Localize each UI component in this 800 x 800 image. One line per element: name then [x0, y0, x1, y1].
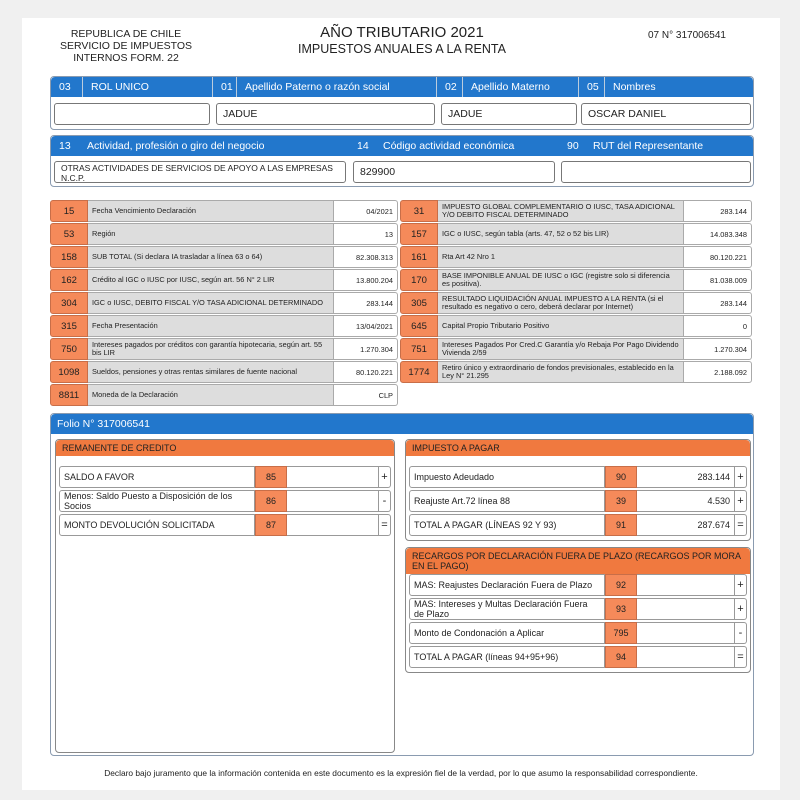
line-label: Monto de Condonación a Aplicar: [409, 622, 605, 644]
row-value: 81.038.009: [684, 269, 752, 291]
line-code: 85: [255, 466, 287, 488]
line-code: 87: [255, 514, 287, 536]
line-code: 39: [605, 490, 637, 512]
row-value: 80.120.221: [334, 361, 398, 383]
recargos-line: [409, 574, 747, 596]
operator-plus: +: [735, 598, 747, 620]
row-value: 14.083.348: [684, 223, 752, 245]
tax-form-page: [22, 18, 780, 790]
paterno-label: Apellido Paterno o razón social: [237, 77, 437, 97]
apellido-materno-field[interactable]: JADUE: [441, 103, 577, 125]
row-value: 2.188.092: [684, 361, 752, 383]
line-label: Impuesto Adeudado: [409, 466, 605, 488]
reajuste-field[interactable]: 4.530: [637, 490, 735, 512]
row-code: 162: [50, 269, 88, 291]
row-desc: Fecha Presentación: [88, 315, 334, 337]
row-code: 161: [400, 246, 438, 268]
line-label: MONTO DEVOLUCIÓN SOLICITADA: [59, 514, 255, 536]
line-code: 93: [605, 598, 637, 620]
row-desc: SUB TOTAL (Si declara IA trasladar a línea 63 o 64): [88, 246, 334, 268]
impuesto-line: [409, 514, 747, 536]
row-code: 15: [50, 200, 88, 222]
row-desc: IGC o IUSC, según tabla (arts. 47, 52 o 52 bis LIR): [438, 223, 684, 245]
intereses-multas-field[interactable]: [637, 598, 735, 620]
form-subtitle: IMPUESTOS ANUALES A LA RENTA: [298, 42, 506, 56]
issuer-line-2: SERVICIO DE IMPUESTOS: [59, 40, 193, 52]
table-row: [50, 384, 398, 406]
line-label: TOTAL A PAGAR (LÍNEAS 92 Y 93): [409, 514, 605, 536]
paterno-code: 01: [213, 77, 237, 97]
operator-equals: =: [735, 646, 747, 668]
remanente-line: [59, 490, 391, 512]
row-desc: IMPUESTO GLOBAL COMPLEMENTARIO O IUSC, TASA ADICIONAL Y/O DEBITO FISCAL DETERMINADO: [438, 200, 684, 222]
table-row: [50, 246, 398, 268]
monto-devolucion-field[interactable]: [287, 514, 379, 536]
row-code: 1098: [50, 361, 88, 383]
table-row: [400, 269, 752, 291]
line-code: 86: [255, 490, 287, 512]
recargos-section: [405, 547, 751, 673]
folio-title: Folio N° 317006541: [51, 414, 753, 434]
row-code: 305: [400, 292, 438, 314]
table-row: [400, 315, 752, 337]
issuer-block: [56, 28, 196, 64]
table-row: [400, 292, 752, 314]
row-value: 82.308.313: [334, 246, 398, 268]
line-code: 795: [605, 622, 637, 644]
row-value: 1.270.304: [684, 338, 752, 360]
folio-panel: [50, 413, 754, 756]
identity-header-bar: [51, 77, 753, 97]
row-desc: Retiro único y extraordinario de fondos previsionales, establecido en la Ley N° 21.295: [438, 361, 684, 383]
nombres-code: 05: [579, 77, 605, 97]
table-row: [50, 338, 398, 360]
table-row: [400, 200, 752, 222]
operator-plus: +: [735, 490, 747, 512]
table-row: [400, 338, 752, 360]
activity-header-bar: [51, 136, 753, 156]
table-row: [50, 223, 398, 245]
impuesto-line: [409, 466, 747, 488]
impuesto-adeudado-field[interactable]: 283.144: [637, 466, 735, 488]
saldo-a-favor-field[interactable]: [287, 466, 379, 488]
rol-label: ROL UNICO: [83, 77, 213, 97]
row-value: 283.144: [334, 292, 398, 314]
total-a-pagar-field[interactable]: 287.674: [637, 514, 735, 536]
materno-code: 02: [437, 77, 463, 97]
remanente-title: REMANENTE DE CREDITO: [56, 440, 394, 456]
row-value: 80.120.221: [684, 246, 752, 268]
line-label: Menos: Saldo Puesto a Disposición de los Socios: [59, 490, 255, 512]
remanente-section: [55, 439, 395, 753]
remanente-line: [59, 466, 391, 488]
line-code: 90: [605, 466, 637, 488]
declaration-footer: Declaro bajo juramento que la información contenida en este documento es la expresión fiel de la verdad, por lo que asumo la responsabilidad correspondiente.: [104, 768, 698, 778]
row-code: 158: [50, 246, 88, 268]
recargos-title: RECARGOS POR DECLARACIÓN FUERA DE PLAZO (RECARGOS POR MORA EN EL PAGO): [406, 548, 750, 574]
table-row: [400, 361, 752, 383]
line-label: TOTAL A PAGAR (líneas 94+95+96): [409, 646, 605, 668]
activity-panel: [50, 135, 754, 187]
line-label: Reajuste Art.72 línea 88: [409, 490, 605, 512]
folio-reference: 07 N° 317006541: [648, 30, 726, 41]
row-code: 157: [400, 223, 438, 245]
operator-equals: =: [735, 514, 747, 536]
operator-minus: -: [379, 490, 391, 512]
operator-minus: -: [735, 622, 747, 644]
table-row: [400, 246, 752, 268]
actividad-code: 13: [59, 140, 71, 152]
row-code: 53: [50, 223, 88, 245]
nombres-field[interactable]: OSCAR DANIEL: [581, 103, 751, 125]
row-desc: Rta Art 42 Nro 1: [438, 246, 684, 268]
line-code: 94: [605, 646, 637, 668]
row-desc: IGC o IUSC, DEBITO FISCAL Y/O TASA ADICIONAL DETERMINADO: [88, 292, 334, 314]
apellido-paterno-field[interactable]: JADUE: [216, 103, 435, 125]
row-code: 645: [400, 315, 438, 337]
row-desc: RESULTADO LIQUIDACIÓN ANUAL IMPUESTO A LA RENTA (si el resultado es negativo o cero, deberá declarar por Internet): [438, 292, 684, 314]
row-value: 283.144: [684, 292, 752, 314]
impuesto-section: [405, 439, 751, 541]
row-code: 750: [50, 338, 88, 360]
recargos-line: [409, 598, 747, 620]
row-code: 8811: [50, 384, 88, 406]
identity-panel: [50, 76, 754, 130]
line-label: MAS: Reajustes Declaración Fuera de Plazo: [409, 574, 605, 596]
impuesto-line: [409, 490, 747, 512]
operator-equals: =: [379, 514, 391, 536]
row-desc: Crédito al IGC o IUSC por IUSC, según art. 56 N° 2 LIR: [88, 269, 334, 291]
impuesto-title: IMPUESTO A PAGAR: [406, 440, 750, 456]
issuer-line-3: INTERNOS FORM. 22: [73, 52, 179, 64]
row-value: 1.270.304: [334, 338, 398, 360]
operator-plus: +: [379, 466, 391, 488]
table-row: [50, 269, 398, 291]
total-recargos-field[interactable]: [637, 646, 735, 668]
row-value: 0: [684, 315, 752, 337]
table-row: [50, 200, 398, 222]
nombres-label: Nombres: [613, 81, 656, 93]
row-code: 751: [400, 338, 438, 360]
reajustes-fuera-plazo-field[interactable]: [637, 574, 735, 596]
rut-label: RUT del Representante: [593, 140, 704, 152]
operator-plus: +: [735, 574, 747, 596]
issuer-line-1: REPUBLICA DE CHILE: [70, 28, 182, 40]
rol-unico-field[interactable]: [54, 103, 210, 125]
line-code: 92: [605, 574, 637, 596]
row-desc: Intereses Pagados Por Cred.C Garantía y/o Rebaja Por Pago Dividendo Vivienda 2/59: [438, 338, 684, 360]
line-code: 91: [605, 514, 637, 536]
recargos-line: [409, 646, 747, 668]
row-desc: Fecha Vencimiento Declaración: [88, 200, 334, 222]
table-row: [50, 315, 398, 337]
row-value: CLP: [334, 384, 398, 406]
rut-representante-field[interactable]: [561, 161, 751, 183]
row-code: 31: [400, 200, 438, 222]
recargos-line: [409, 622, 747, 644]
row-value: 13.800.204: [334, 269, 398, 291]
actividad-label: Actividad, profesión o giro del negocio: [87, 140, 265, 152]
line-label: SALDO A FAVOR: [59, 466, 255, 488]
row-desc: Región: [88, 223, 334, 245]
remanente-line: [59, 514, 391, 536]
line-label: MAS: Intereses y Multas Declaración Fuera de Plazo: [409, 598, 605, 620]
operator-plus: +: [735, 466, 747, 488]
row-desc: BASE IMPONIBLE ANUAL DE IUSC o IGC (registre solo si diferencia es positiva).: [438, 269, 684, 291]
table-row: [50, 292, 398, 314]
row-desc: Moneda de la Declaración: [88, 384, 334, 406]
row-code: 315: [50, 315, 88, 337]
row-desc: Capital Propio Tributario Positivo: [438, 315, 684, 337]
row-desc: Sueldos, pensiones y otras rentas similares de fuente nacional: [88, 361, 334, 383]
row-code: 304: [50, 292, 88, 314]
table-row: [400, 223, 752, 245]
codigo-label: Código actividad económica: [383, 140, 515, 152]
condonacion-field[interactable]: [637, 622, 735, 644]
codigo-code: 14: [357, 140, 369, 152]
table-row: [50, 361, 398, 383]
materno-label: Apellido Materno: [463, 77, 579, 97]
form-title-block: [252, 24, 552, 57]
row-code: 170: [400, 269, 438, 291]
rut-code: 90: [567, 140, 579, 152]
saldo-socios-field[interactable]: [287, 490, 379, 512]
row-value: 13: [334, 223, 398, 245]
row-value: 13/04/2021: [334, 315, 398, 337]
form-title: AÑO TRIBUTARIO 2021: [320, 24, 484, 41]
actividad-field[interactable]: OTRAS ACTIVIDADES DE SERVICIOS DE APOYO A LAS EMPRESAS N.C.P.: [54, 161, 346, 183]
rol-code: 03: [51, 77, 83, 97]
row-code: 1774: [400, 361, 438, 383]
row-value: 04/2021: [334, 200, 398, 222]
row-desc: Intereses pagados por créditos con garantía hipotecaria, según art. 55 bis LIR: [88, 338, 334, 360]
codigo-actividad-field[interactable]: 829900: [353, 161, 555, 183]
row-value: 283.144: [684, 200, 752, 222]
